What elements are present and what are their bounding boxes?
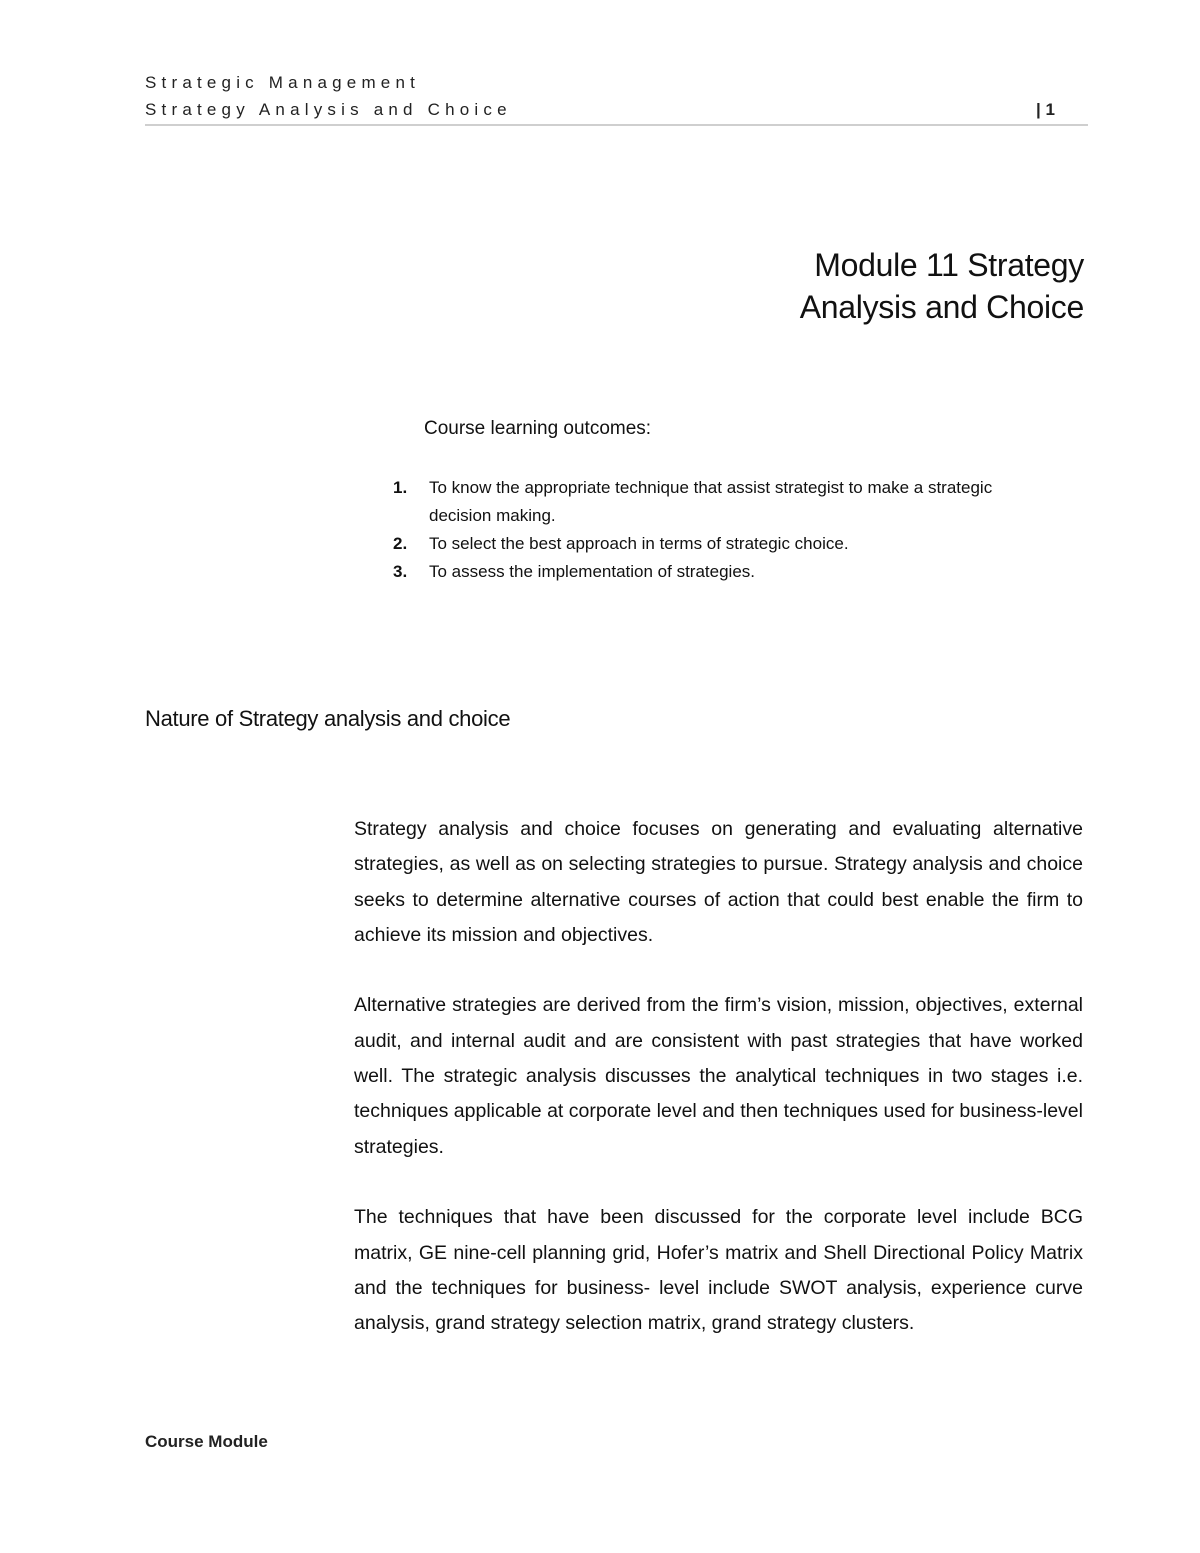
running-header-course: Strategic Management bbox=[145, 73, 421, 92]
body-paragraph-1: Strategy analysis and choice focuses on generating and evaluating alternative strategies, as well as on selecting strategies to pursue. Strategy analysis and choice seeks to determine alternative courses of action that could best enable the firm to achieve its mission and objectives. bbox=[354, 818, 1083, 946]
list-item-text: To assess the implementation of strategies. bbox=[429, 562, 755, 581]
list-item-text: To know the appropriate technique that assist strategist to make a strategic decision making. bbox=[429, 478, 993, 525]
module-title-line-1: Module 11 Strategy bbox=[814, 247, 1084, 283]
page-footer: Course Module bbox=[145, 1432, 268, 1451]
section-heading: Nature of Strategy analysis and choice bbox=[145, 706, 511, 731]
list-item-text: To select the best approach in terms of strategic choice. bbox=[429, 534, 849, 553]
section-body bbox=[354, 812, 1083, 1377]
list-item bbox=[393, 530, 1053, 558]
module-title bbox=[800, 244, 1084, 328]
header-divider bbox=[145, 124, 1088, 126]
list-item bbox=[393, 558, 1053, 586]
list-item bbox=[393, 474, 1053, 530]
learning-outcomes-list bbox=[393, 474, 1053, 586]
body-paragraph-3: The techniques that have been discussed for the corporate level include BCG matrix, GE nine-cell planning grid, Hofer’s matrix and Shell Directional Policy Matrix and the techniques for business- level include SWOT analysis, experience curve analysis, grand strategy selection matrix, grand strategy clusters. bbox=[354, 1206, 1083, 1335]
module-title-line-2: Analysis and Choice bbox=[799, 289, 1084, 325]
running-header-chapter: Strategy Analysis and Choice bbox=[145, 100, 512, 119]
list-item-number: 2. bbox=[393, 534, 408, 553]
page-number: | 1 bbox=[1036, 100, 1055, 119]
body-paragraph-2: Alternative strategies are derived from the firm’s vision, mission, objectives, external audit, and internal audit and are consistent with past strategies that have worked well. The strategic analysis discusses the analytical techniques in two stages i.e. techniques applicable at corporate level and then techniques used for business-level strategies. bbox=[354, 994, 1083, 1158]
list-item-number: 3. bbox=[393, 562, 408, 581]
learning-outcomes-heading: Course learning outcomes: bbox=[424, 418, 652, 439]
list-item-number: 1. bbox=[393, 478, 408, 497]
